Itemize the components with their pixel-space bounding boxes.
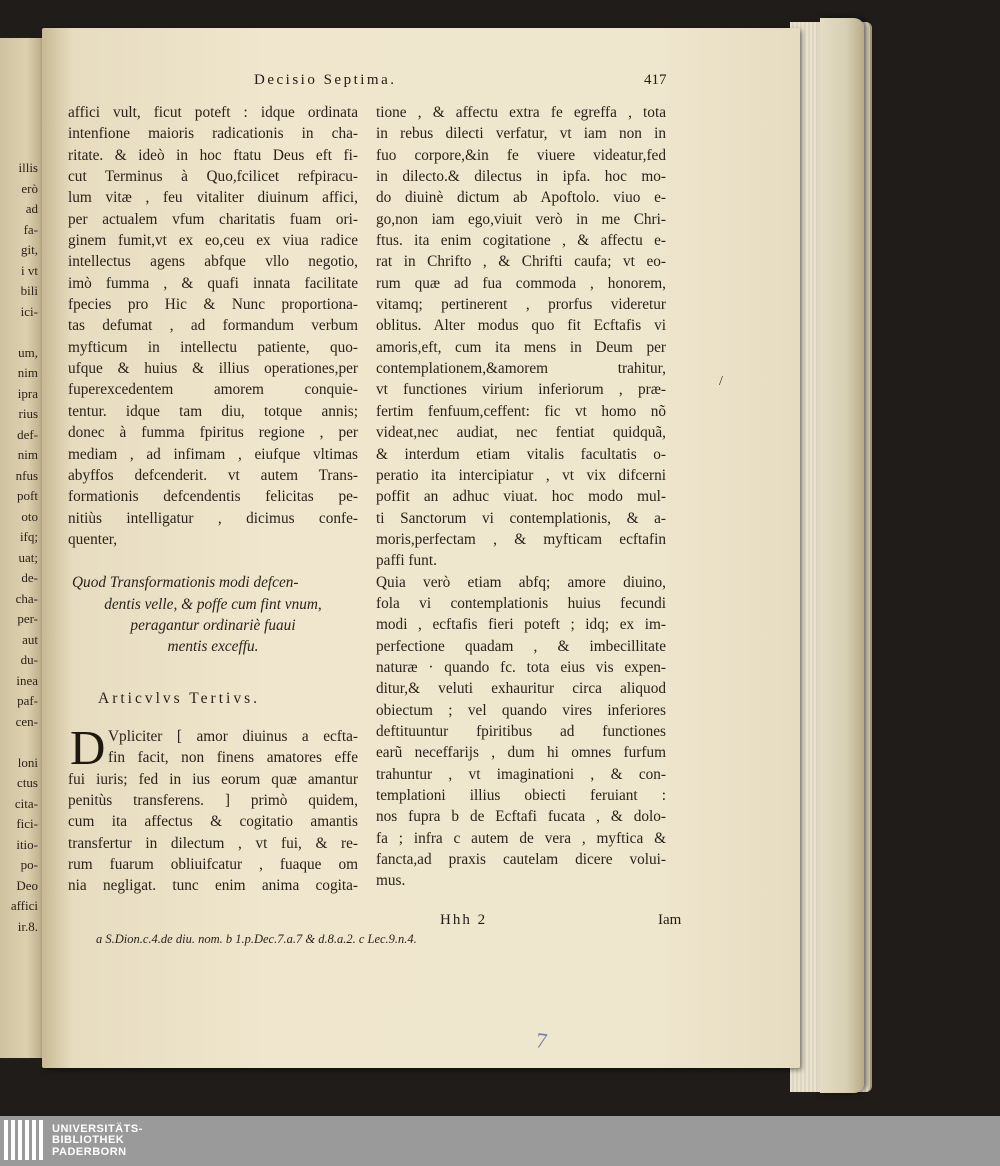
- text-line: naturæ · quando fc. tota eius vis expen-: [376, 658, 666, 676]
- catchword: Iam: [658, 912, 682, 928]
- text-line: mediam , ad infimam , eiufque vltimas: [68, 445, 358, 463]
- left-paragraph-2: [68, 719, 358, 897]
- left-page-fragment: fa-: [23, 221, 38, 237]
- left-page-fragment: def-: [17, 426, 38, 442]
- text-line: per actualem vfum charitatis fuam ori-: [68, 210, 358, 228]
- text-line: perfectione quadam , & imbecillitate: [376, 637, 666, 655]
- text-line: contemplationem,&amorem trahitur,: [376, 360, 666, 378]
- left-column: [68, 102, 358, 897]
- left-page-fragment: cen-: [15, 713, 38, 729]
- footnotes: a S.Dion.c.4.de diu. nom. b 1.p.Dec.7.a.7 & d.8.a.2. c Lec.9.n.4.: [96, 932, 417, 946]
- text-line: modi , ecftafis fieri poteft ; idq; ex im-: [376, 616, 666, 634]
- article-title: Articvlvs Tertivs.: [98, 689, 260, 707]
- right-paragraph-1: [376, 102, 666, 572]
- section-heading: [68, 572, 358, 658]
- text-line: vitamq; pertinerent , prorfus videretur: [376, 296, 666, 314]
- text-line: rat in Chrifto , & Chrifti caufa; vt eo-: [376, 253, 666, 271]
- text-line: ufque & huius & illius operationes,per: [68, 360, 358, 378]
- left-page-fragment: Deo: [16, 877, 38, 893]
- text-line: amoris,eft, cum ita mens in Deum per: [376, 338, 666, 356]
- text-line: in dilecto.& dilectus in ipfa. hoc mo-: [376, 168, 666, 186]
- text-line: myfticum in intellectu patiente, quo-: [68, 338, 358, 356]
- signature-mark: Hhh 2: [440, 912, 488, 928]
- text-line: fin facit, non finens amatores effe: [108, 749, 358, 767]
- text-line: ritate. & ideò in hoc ftatu Deus eft fi-: [68, 146, 358, 164]
- text-line: vt functiones virium inferiorum , præ-: [376, 381, 666, 399]
- text-line: imò fumma , & quafi innata facilitate: [68, 274, 358, 292]
- text-line: tentur. idque tam diu, totque annis;: [68, 402, 358, 420]
- library-footer: [0, 1116, 1000, 1166]
- left-page-fragment: [0, 322, 40, 343]
- left-page-fragment: ad: [25, 201, 38, 216]
- text-line: moris,perfectam , & myfticam ecftafin: [376, 530, 666, 548]
- left-page-fragment: um,: [18, 344, 38, 360]
- library-name-line3: PADERBORN: [52, 1145, 127, 1158]
- text-line: lum vitæ , feu vitaliter diuinum affici,: [68, 189, 358, 207]
- text-line: fpecies pro Hic & Nunc proportiona-: [68, 296, 358, 314]
- text-line: fola vi contemplationis huius fecundi: [376, 594, 666, 612]
- book-page: [42, 28, 800, 1068]
- left-page-fragment: illis: [18, 160, 38, 175]
- heading-line: peragantur ordinariè fuaui: [130, 617, 296, 635]
- left-page-fragment: git,: [21, 242, 38, 257]
- left-page-fragment: oto: [21, 508, 38, 524]
- left-page-fragment: affici: [10, 898, 38, 913]
- text-line: fertim fenfuum,ceffent: fic vt homo nõ: [376, 402, 666, 420]
- text-line: tas defumat , ad formandum verbum: [68, 317, 358, 335]
- left-page-fragment: fici-: [16, 816, 38, 831]
- text-line: quenter,: [68, 530, 118, 548]
- left-page-fragment: poft: [17, 488, 38, 503]
- left-page-fragment: i vt: [21, 262, 38, 278]
- left-page-fragment: po-: [20, 857, 38, 872]
- text-line: donec à fumma fpiritus regione , per: [68, 424, 358, 442]
- text-line: deftituuntur fpiritibus ad functiones: [376, 722, 666, 740]
- text-line: abyffos defcenderit. vt autem Trans-: [68, 466, 358, 484]
- text-line: trahuntur , vt imaginationi , & con-: [376, 765, 666, 783]
- left-page-fragment: ifq;: [19, 529, 38, 544]
- text-line: fui iuris; fed in ius eorum quæ amantur: [68, 770, 358, 788]
- left-page-fragment: nim: [17, 365, 38, 380]
- library-logo-icon: [4, 1119, 52, 1163]
- text-line: intellectus agens abfque vllo negotio,: [68, 253, 358, 271]
- text-line: oblitus. Alter modus quo fit Ecftafis vi: [376, 317, 666, 335]
- left-page-fragment: inea: [16, 672, 38, 688]
- running-head: Decisio Septima.: [254, 72, 397, 88]
- text-line: formationis defcendentis felicitas pe-: [68, 488, 358, 506]
- text-line: transfertur in dilectum , vt fui, & re-: [68, 834, 358, 852]
- drop-cap: D: [70, 719, 106, 775]
- heading-line: mentis exceffu.: [167, 638, 259, 656]
- text-line: videat,nec audiat, nec fentiat quidquã,: [376, 424, 666, 442]
- library-name-line2: BIBLIOTHEK: [52, 1134, 125, 1147]
- left-page-fragment: nim: [17, 447, 38, 462]
- pencil-mark: 7: [534, 1027, 549, 1054]
- left-page-fragment: cha-: [15, 590, 38, 606]
- page-number: 417: [644, 72, 667, 88]
- text-line: templationi illius obiecti feruiant :: [376, 787, 666, 804]
- left-paragraph-1: [68, 102, 358, 550]
- margin-mark: /: [719, 374, 723, 389]
- text-line: earũ neceffarijs , dum hi omnes furfum: [376, 744, 666, 762]
- text-line: peratio ita intercipiatur , vt vix difcerni: [376, 466, 666, 484]
- left-page-edge: [0, 38, 45, 1058]
- left-page-fragment: du-: [20, 652, 38, 667]
- text-line: nos fupra b de Ecftafi fucata , & dolo-: [376, 808, 666, 826]
- left-page-fragment: ici-: [20, 303, 38, 319]
- left-page-fragment: de-: [21, 570, 38, 585]
- text-line: intenfione maioris radicationis in cha-: [68, 125, 358, 143]
- text-line: Vpliciter [ amor diuinus a ecfta-: [108, 727, 358, 745]
- library-name-line1: UNIVERSITÄTS-: [52, 1122, 143, 1135]
- left-page-fragment: ipra: [17, 385, 38, 401]
- text-line: nia negligat. tunc enim anima cogita-: [68, 877, 358, 895]
- text-line: cut Terminus à Quo,fcilicet refpiracu-: [68, 168, 358, 186]
- text-line: ftus. ita enim cogitatione , & affectu e-: [376, 232, 666, 250]
- right-column: [376, 102, 666, 892]
- text-line: cum ita affectus & cogitatio amantis: [68, 813, 358, 831]
- left-page-fragment: aut: [22, 631, 38, 647]
- text-line: ditur,& veluti exhauritur circa aliquod: [376, 680, 666, 698]
- left-page-fragment: nfus: [15, 467, 38, 483]
- text-line: affici vult, ficut poteft : idque ordinata: [68, 104, 358, 121]
- text-line: mus.: [376, 872, 406, 890]
- left-page-fragment: cita-: [14, 795, 38, 811]
- text-line: ginem fumit,vt ex eo,ceu ex viua radice: [68, 232, 358, 250]
- text-line: rum fuarum obliuifcatur , fuaque om: [68, 855, 358, 873]
- text-line: paffi funt.: [376, 552, 437, 570]
- text-line: rum quæ ad fua commoda , honorem,: [376, 274, 666, 292]
- left-page-fragment: uat;: [18, 549, 38, 565]
- text-line: obiectum ; vel quando vires inferiores: [376, 701, 666, 719]
- text-line: nitiùs intelligatur , dicimus confe-: [68, 509, 358, 527]
- book-cover-edge: [820, 18, 864, 1093]
- right-paragraph-2: [376, 572, 666, 892]
- left-page-fragment: bili: [20, 283, 38, 298]
- left-page-fragment: rius: [18, 406, 38, 421]
- text-line: poffit an adhuc viuat. hoc modo mul-: [376, 488, 666, 506]
- text-line: penitùs transferens. ] primò quidem,: [68, 791, 358, 809]
- text-line: do diuinè dictum ab Apoftolo. viuo e-: [376, 189, 666, 207]
- text-line: tione , & affectu extra fe egreffa , tota: [376, 104, 666, 121]
- left-page-fragment: loni: [17, 754, 38, 770]
- text-line: go,non iam ego,viuit verò in me Chri-: [376, 210, 666, 228]
- text-line: fa ; infra c autem de vera , myftica &: [376, 829, 666, 847]
- text-line: ti Sanctorum vi contemplationis, & a-: [376, 509, 666, 527]
- text-line: in rebus dilecti verfatur, vt iam non in: [376, 125, 666, 143]
- left-page-fragment: ctus: [17, 775, 38, 790]
- left-page-fragment: paf-: [17, 693, 38, 708]
- text-line: Quia verò etiam abfq; amore diuino,: [376, 573, 666, 591]
- left-page-fragment: erò: [21, 180, 38, 196]
- left-page-fragment: [0, 732, 40, 753]
- library-name: [52, 1124, 143, 1159]
- left-page-fragment: per-: [17, 611, 38, 626]
- heading-line: Quod Transformationis modi defcen-: [72, 574, 299, 592]
- text-line: fuo corpore,&in fe viuere videatur,fed: [376, 146, 666, 164]
- left-page-fragment: itio-: [16, 836, 38, 852]
- text-line: & interdum etiam vitalis facultatis o-: [376, 445, 666, 463]
- text-line: fuperexcedentem amorem conquie-: [68, 381, 358, 399]
- text-line: fancta,ad praxis cautelam dicere volui-: [376, 851, 666, 869]
- left-page-text-fragments: [0, 158, 40, 937]
- left-page-fragment: ir.8.: [17, 918, 38, 934]
- heading-line: dentis velle, & poffe cum fint vnum,: [104, 595, 322, 613]
